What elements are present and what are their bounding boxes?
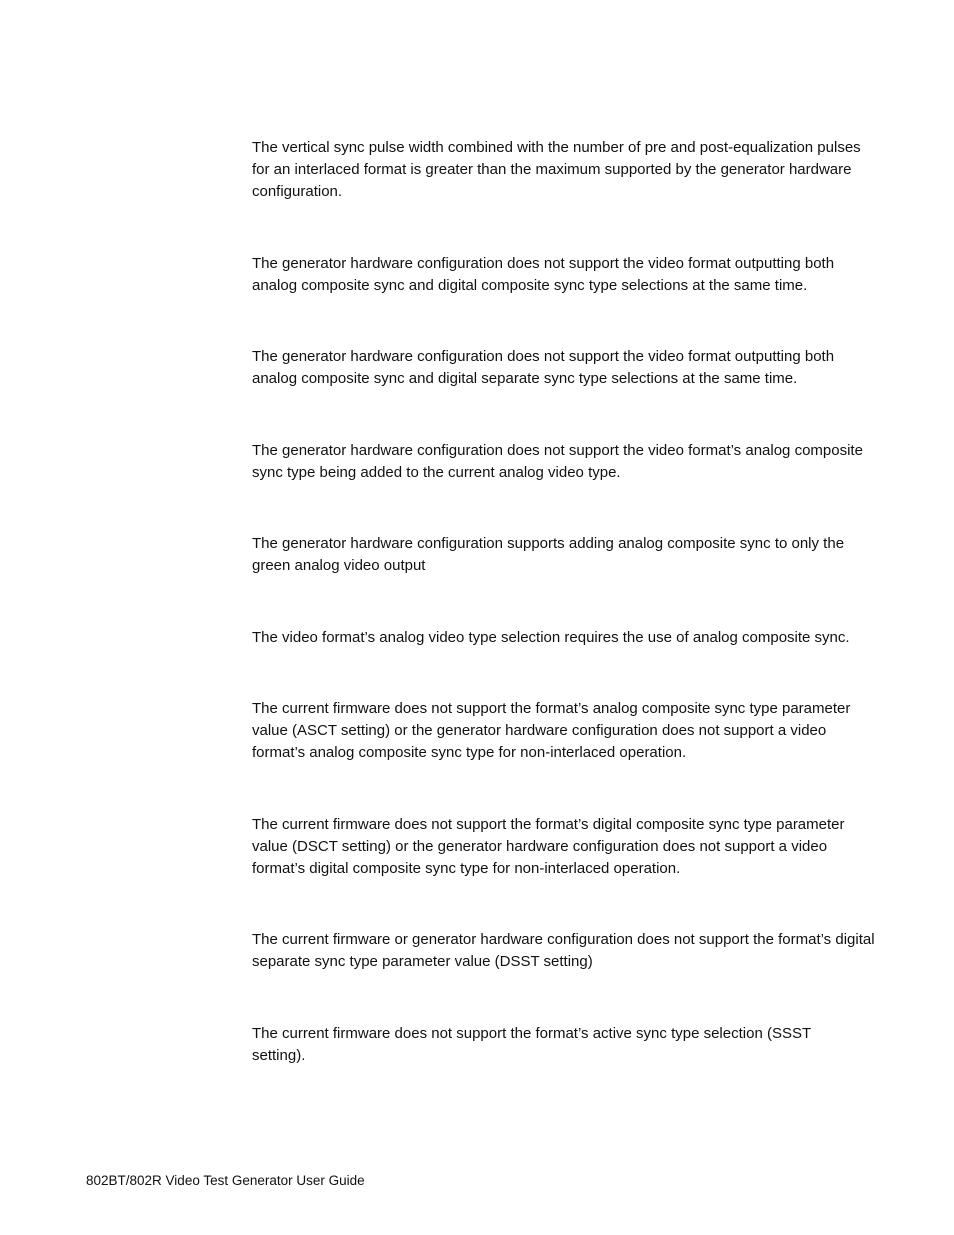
paragraph-dsst-setting: The current firmware or generator hardware configuration does not support the format’s digital separate sync type parameter value (DSST setting) — [252, 931, 875, 970]
paragraph-analog-digital-composite: The generator hardware configuration does not support the video format outputting both analog composite sync and digital composite sync type selections at the same time. — [252, 255, 835, 294]
paragraph-ssst-setting: The current firmware does not support the format’s active sync type selection (SSST setting). — [252, 1025, 811, 1064]
paragraph-dsct-setting: The current firmware does not support the format’s digital composite sync type parameter value (DSCT setting) or the generator hardware configuration does not support a video format’s digital composite sync type for non-interlaced operation. — [252, 816, 845, 877]
paragraph-analog-composite-digital-separate: The generator hardware configuration does not support the video format outputting both analog composite sync and digital separate sync type selections at the same time. — [252, 348, 835, 387]
paragraph-analog-video-type: The video format’s analog video type selection requires the use of analog composite sync. — [252, 629, 850, 646]
paragraph-vertical-sync-pulse: The vertical sync pulse width combined with the number of pre and post-equalization pulses for an interlaced format is greater than the maximum supported by the generator hardware configuration. — [252, 139, 861, 200]
paragraph-green-output: The generator hardware configuration supports adding analog composite sync to only the green analog video output — [252, 535, 845, 574]
page-footer: 802BT/802R Video Test Generator User Guide — [86, 1173, 365, 1188]
paragraph-analog-composite-added: The generator hardware configuration does not support the video format’s analog composite sync type being added to the current analog video type. — [252, 442, 863, 481]
paragraph-asct-setting: The current firmware does not support the format’s analog composite sync type parameter value (ASCT setting) or the generator hardware configuration does not support a video format’s analog composite sync type for non-interlaced operation. — [252, 700, 851, 761]
